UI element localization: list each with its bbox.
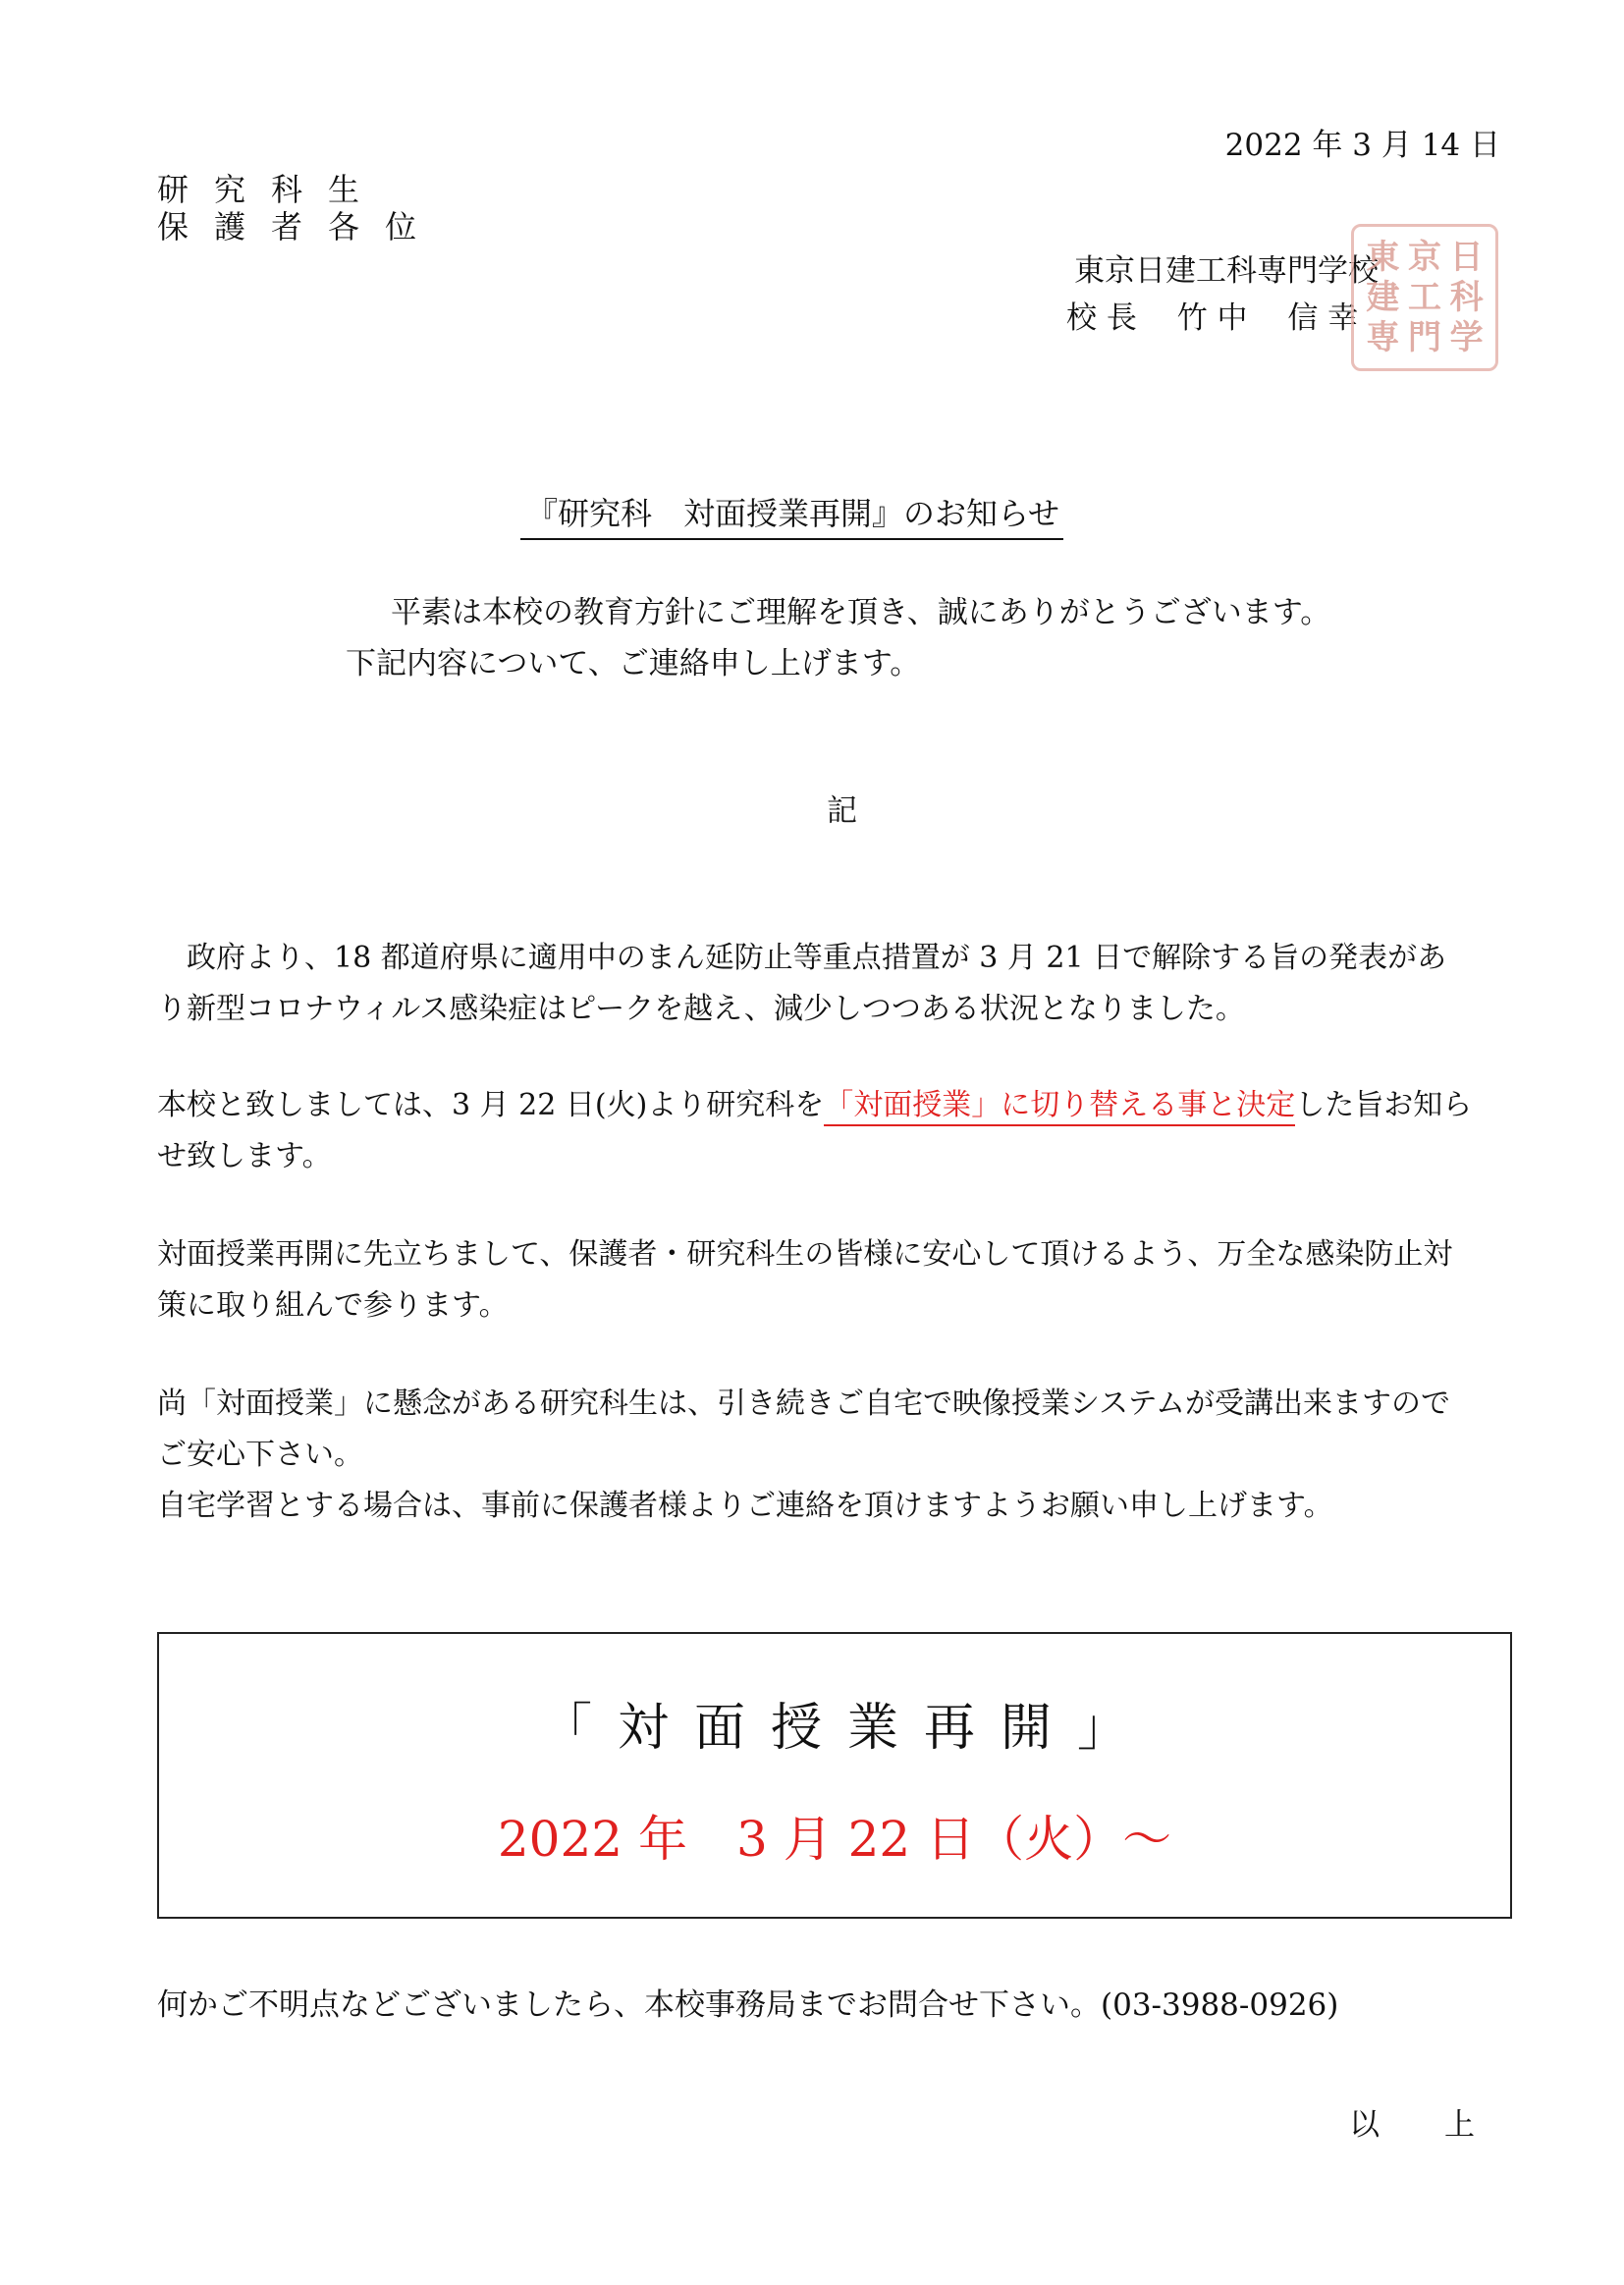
seal-char: 日: [1449, 237, 1484, 277]
paragraph-decision: [157, 1080, 1473, 1182]
greeting-line-1: 平素は本校の教育方針にご理解を頂き、誠にありがとうございます。: [391, 595, 1331, 630]
closing-ijou: 以 上: [1349, 2107, 1502, 2143]
notice-title: 『研究科 対面授業再開』のお知らせ: [520, 493, 1063, 540]
paragraph-infection-measures: 対面授業再開に先立ちまして、保護者・研究科生の皆様に安心して頂けるよう、万全な感染防止対策に取り組んで参ります。: [157, 1237, 1453, 1323]
decision-highlight: 「対面授業」に切り替える事と決定: [824, 1088, 1295, 1126]
decision-text-before: 本校と致しましては、3 月 22 日(火)より研究科を: [157, 1088, 825, 1122]
recipient-students: 研究科生: [157, 171, 386, 208]
ki-heading: 記: [827, 793, 857, 829]
seal-char: 工: [1407, 277, 1441, 317]
contact-line: 何かご不明点などございましたら、本校事務局までお問合せ下さい。(03-3988-0926): [157, 1987, 1339, 2023]
document-date: 2022 年 3 月 14 日: [1224, 128, 1500, 163]
seal-char: 専: [1366, 318, 1400, 358]
paragraph-government-announcement: 政府より、18 都道府県に適用中のまん延防止等重点措置が 3 月 21 日で解除する旨の発表があり新型コロナウィルス感染症はピークを越え、減少しつつある状況となりました。: [157, 941, 1447, 1026]
box-heading: 「対面授業再開」: [540, 1699, 1154, 1758]
school-name: 東京日建工科専門学校: [1074, 253, 1379, 289]
seal-char: 京: [1407, 237, 1441, 277]
official-seal-stamp: [1351, 224, 1498, 371]
remote-option-line-1: 尚「対面授業」に懸念がある研究科生は、引き続きご自宅で映像授業システムが受講出来ますのでご安心下さい。: [157, 1387, 1450, 1472]
box-resume-date: 2022 年 3 月 22 日（火）〜: [497, 1811, 1172, 1868]
greeting-line-2: 下記内容について、ご連絡申し上げます。: [346, 646, 921, 681]
decision-text-after: した旨お知らせ致します。: [157, 1088, 1473, 1173]
principal-name: 校 長 竹 中 信 幸: [1066, 300, 1359, 336]
recipient-guardians: 保護者各位: [157, 208, 443, 245]
seal-char: 科: [1449, 277, 1484, 317]
announcement-box: [157, 1632, 1512, 1919]
remote-option-line-2: 自宅学習とする場合は、事前に保護者様よりご連絡を頂けますようお願い申し上げます。: [157, 1489, 1333, 1523]
seal-char: 建: [1366, 277, 1400, 317]
paragraph-remote-option: [157, 1379, 1473, 1532]
seal-char: 門: [1407, 318, 1441, 358]
seal-char: 学: [1449, 318, 1484, 358]
seal-char: 東: [1366, 237, 1400, 277]
